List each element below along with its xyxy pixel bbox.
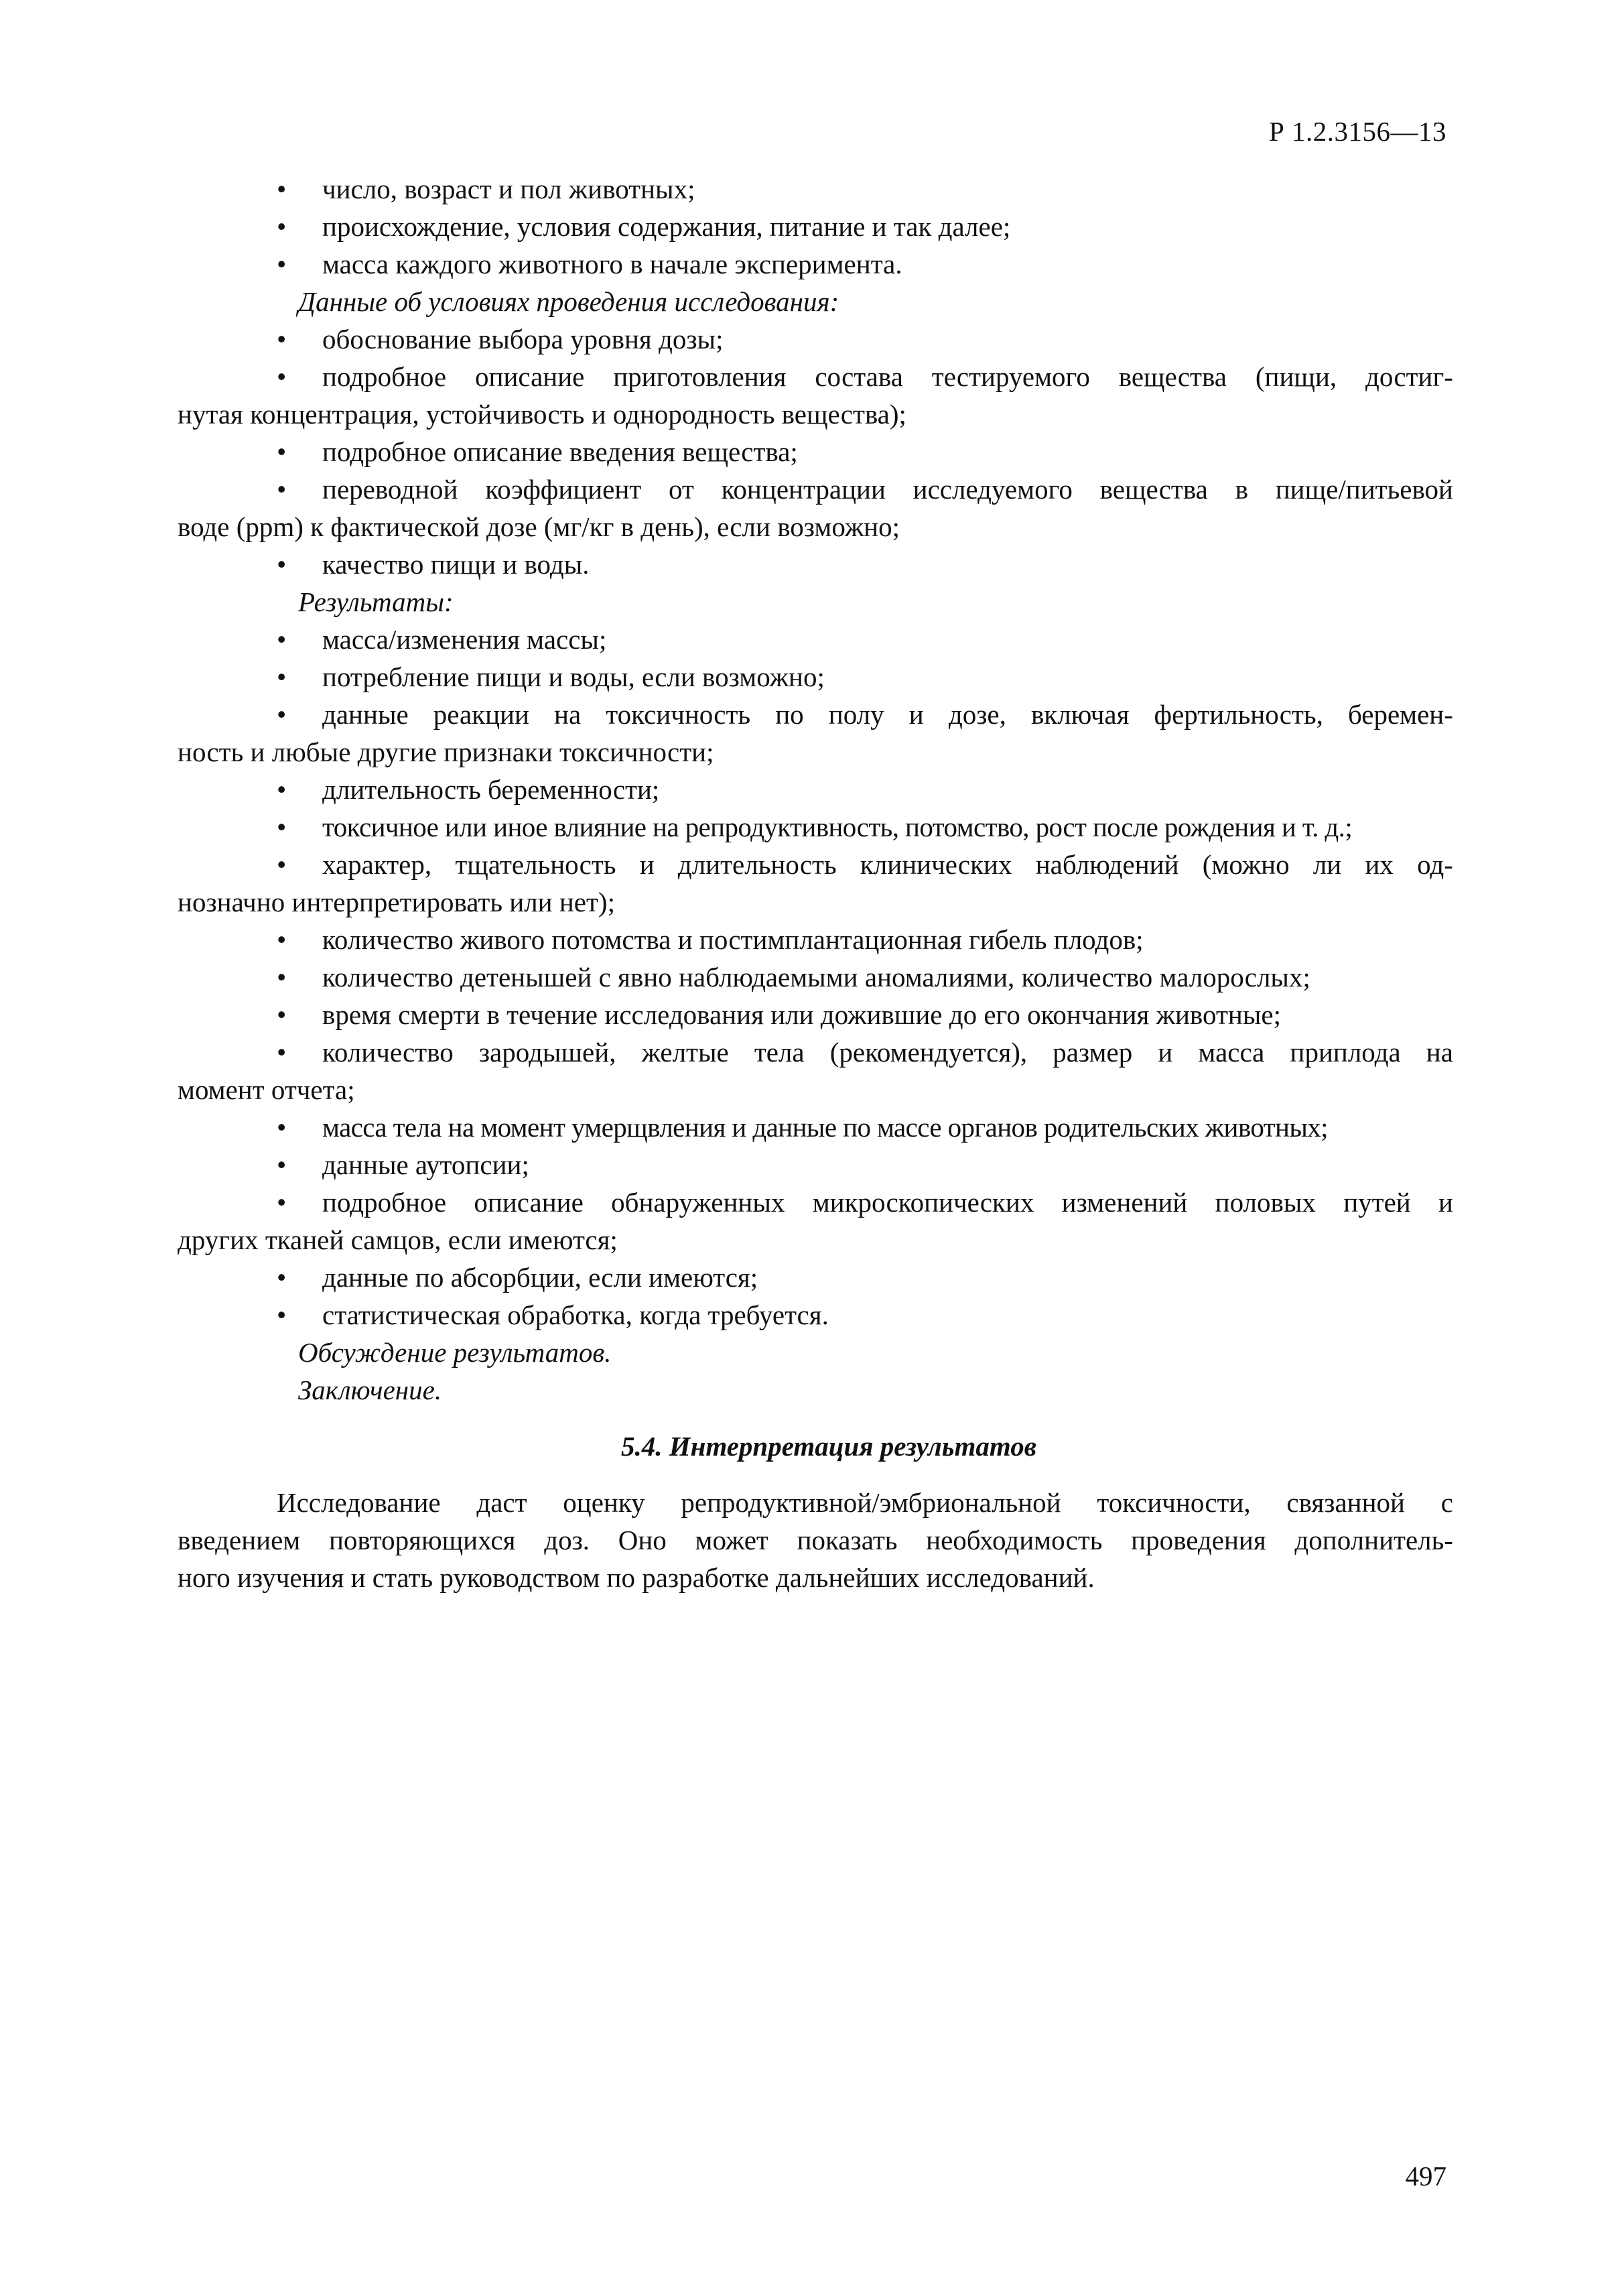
bullet-icon: • [277, 1149, 287, 1180]
bullet-icon: • [277, 1262, 287, 1293]
bullet-icon: • [277, 624, 287, 655]
paragraph-line: ного изучения и стать руководством по разработке дальнейших исследований. [178, 1562, 1095, 1593]
bullet-icon: • [277, 361, 287, 392]
list-item [178, 846, 1453, 883]
list-item-text: время смерти в течение исследования или дожившие до его окончания животные; [322, 999, 1281, 1030]
list-item [178, 170, 1453, 208]
list-item-text: подробное описание обнаруженных микроскопических изменений половых путей и [322, 1187, 1453, 1218]
list-item [178, 921, 1453, 958]
list-item-text: подробное описание введения вещества; [322, 436, 798, 467]
list-item [178, 546, 1453, 583]
list-item-text: масса каждого животного в начале эксперимента. [322, 249, 902, 279]
bullet-icon: • [277, 249, 287, 279]
bullet-icon: • [277, 211, 287, 242]
document-code: Р 1.2.3156—13 [1268, 116, 1446, 147]
list-item-text: данные по абсорбции, если имеются; [322, 1262, 758, 1293]
list-item-continuation: других тканей самцов, если имеются; [178, 1224, 618, 1255]
subheading-conditions: Данные об условиях проведения исследования: [298, 286, 839, 317]
list-item-text: статистическая обработка, когда требуется. [322, 1299, 829, 1330]
list-item-text: подробное описание приготовления состава тестируемого вещества (пищи, достиг- [322, 361, 1453, 392]
list-item-text: длительность беременности; [322, 774, 660, 805]
list-item-text: данные аутопсии; [322, 1149, 529, 1180]
list-item [178, 1259, 1453, 1296]
bullet-icon: • [277, 474, 287, 505]
bullet-icon: • [277, 774, 287, 805]
list-item-continuation: нозначно интерпретировать или нет); [178, 887, 615, 917]
bullet-icon: • [277, 924, 287, 955]
list-item-text: потребление пищи и воды, если возможно; [322, 661, 825, 692]
bullet-icon: • [277, 436, 287, 467]
bullet-icon: • [277, 962, 287, 993]
bullet-icon: • [277, 849, 287, 880]
subheading-discussion: Обсуждение результатов. [298, 1337, 612, 1368]
list-item-continuation: нутая концентрация, устойчивость и однородность вещества); [178, 399, 906, 430]
bullet-icon: • [277, 812, 287, 842]
list-item-text: обоснование выбора уровня дозы; [322, 324, 724, 355]
list-item-text: количество живого потомства и постимплантационная гибель плодов; [322, 924, 1144, 955]
bullet-icon: • [277, 324, 287, 355]
list-item [178, 208, 1453, 245]
list-item [178, 621, 1453, 658]
bullet-icon: • [277, 1187, 287, 1218]
list-item [178, 696, 1453, 733]
list-item-continuation: воде (ppm) к фактической дозе (мг/кг в день), если возможно; [178, 511, 900, 542]
list-item-text: токсичное или иное влияние на репродуктивность, потомство, рост после рождения и т. д.; [322, 812, 1353, 842]
list-item [178, 358, 1453, 395]
list-item [178, 1033, 1453, 1071]
list-item-text: количество детенышей с явно наблюдаемыми аномалиями, количество малорослых; [322, 962, 1310, 993]
bullet-icon: • [277, 661, 287, 692]
list-item [178, 1296, 1453, 1334]
bullet-icon: • [277, 174, 287, 204]
list-item-text: масса/изменения массы; [322, 624, 607, 655]
list-item-text: число, возраст и пол животных; [322, 174, 695, 204]
list-item-text: масса тела на момент умерщвления и данные по массе органов родительских животных; [322, 1112, 1328, 1143]
list-item [178, 433, 1453, 470]
list-item [178, 808, 1453, 846]
list-item [178, 1184, 1453, 1221]
section-title: 5.4. Интерпретация результатов [620, 1431, 1037, 1462]
list-item-text: характер, тщательность и длительность клинических наблюдений (можно ли их од- [322, 849, 1453, 880]
list-item-text: количество зародышей, желтые тела (рекомендуется), размер и масса приплода на [322, 1037, 1453, 1068]
bullet-icon: • [277, 1037, 287, 1068]
bullet-icon: • [277, 999, 287, 1030]
list-item-text: качество пищи и воды. [322, 549, 590, 580]
bullet-icon: • [277, 1299, 287, 1330]
list-item [178, 658, 1453, 696]
list-item-continuation: ность и любые другие признаки токсичности; [178, 737, 714, 767]
list-item-text: данные реакции на токсичность по полу и дозе, включая фертильность, беремен- [322, 699, 1453, 730]
list-item [178, 958, 1453, 996]
list-item-text: переводной коэффициент от концентрации исследуемого вещества в пище/питьевой [322, 474, 1453, 505]
paragraph-line: Исследование даст оценку репродуктивной/эмбриональной токсичности, связанной с [277, 1487, 1453, 1518]
list-item-continuation: момент отчета; [178, 1074, 355, 1105]
list-item-text: происхождение, условия содержания, питание и так далее; [322, 211, 1011, 242]
list-item [178, 470, 1453, 508]
bullet-icon: • [277, 1112, 287, 1143]
subheading-results: Результаты: [298, 586, 454, 617]
list-item [178, 1146, 1453, 1184]
paragraph-line: введением повторяющихся доз. Оно может показать необходимость проведения дополнитель- [178, 1525, 1453, 1555]
page-number: 497 [1405, 2161, 1446, 2191]
bullet-icon: • [277, 549, 287, 580]
list-item [178, 1108, 1453, 1146]
bullet-icon: • [277, 699, 287, 730]
list-item [178, 771, 1453, 808]
document-body [178, 170, 1453, 1596]
subheading-conclusion: Заключение. [298, 1375, 442, 1405]
list-item [178, 996, 1453, 1033]
list-item [178, 245, 1453, 283]
list-item [178, 320, 1453, 358]
